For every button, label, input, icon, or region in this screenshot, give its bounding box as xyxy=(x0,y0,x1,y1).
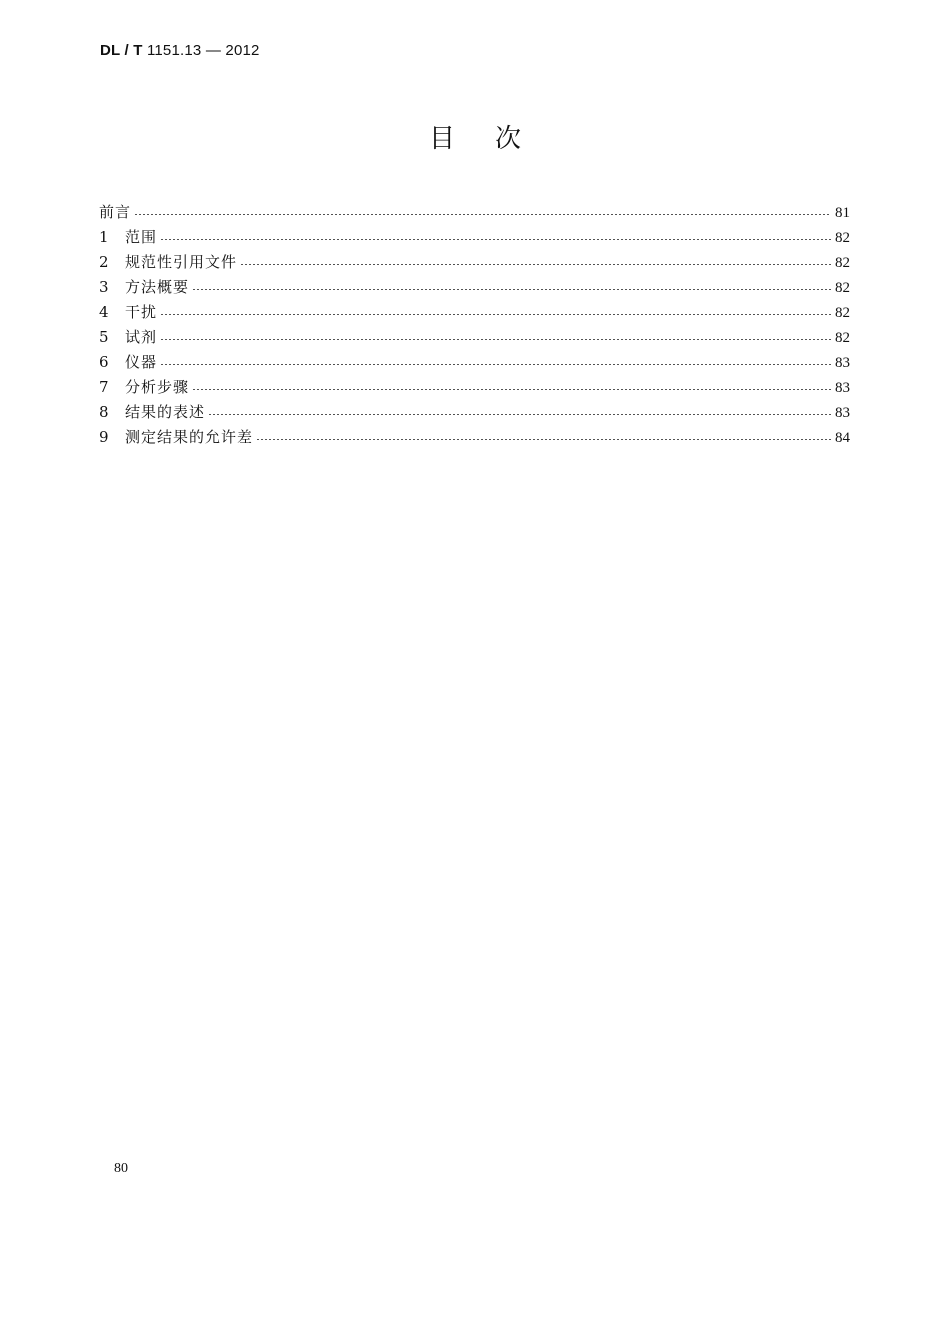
toc-entry-label: 前言 xyxy=(99,203,132,221)
toc-entry-label: 方法概要 xyxy=(125,278,190,296)
toc-entry-expression-of-results[interactable] xyxy=(99,400,850,425)
toc-entry-method-summary[interactable] xyxy=(99,275,850,300)
toc-dot-leader xyxy=(208,414,831,415)
toc-entry-page: 83 xyxy=(835,380,850,396)
standard-number: 1151.13 — 2012 xyxy=(142,42,260,59)
toc-entry-foreword[interactable] xyxy=(99,200,850,225)
toc-dot-leader xyxy=(160,239,831,240)
toc-entry-procedure[interactable] xyxy=(99,375,850,400)
toc-entry-label: 分析步骤 xyxy=(125,378,190,396)
toc-entry-page: 83 xyxy=(835,405,850,421)
page-title: 目次 xyxy=(428,124,561,154)
toc-dot-leader xyxy=(160,364,831,365)
toc-entry-number: 3 xyxy=(99,278,109,296)
toc-entry-apparatus[interactable] xyxy=(99,350,850,375)
page-number: 80 xyxy=(114,1161,128,1176)
toc-dot-leader xyxy=(192,289,831,290)
toc-entry-permissible-difference[interactable] xyxy=(99,425,850,450)
toc-entry-number: 2 xyxy=(99,253,109,271)
toc-entry-normative-references[interactable] xyxy=(99,250,850,275)
toc-entry-interference[interactable] xyxy=(99,300,850,325)
toc-dot-leader xyxy=(134,214,831,215)
toc-entry-number: 5 xyxy=(99,328,109,346)
toc-entry-number: 9 xyxy=(99,428,109,446)
toc-dot-leader xyxy=(160,339,831,340)
toc-entry-reagents[interactable] xyxy=(99,325,850,350)
toc-dot-leader xyxy=(240,264,831,265)
toc-entry-page: 82 xyxy=(835,305,850,321)
toc-entry-label: 测定结果的允许差 xyxy=(125,428,254,446)
toc-entry-label: 干扰 xyxy=(125,303,158,321)
toc-entry-page: 84 xyxy=(835,430,850,446)
toc-entry-page: 82 xyxy=(835,330,850,346)
toc-entry-number: 6 xyxy=(99,353,109,371)
toc-entry-number: 8 xyxy=(99,403,109,421)
toc-entry-label: 试剂 xyxy=(125,328,158,346)
toc-entry-page: 82 xyxy=(835,280,850,296)
toc-entry-page: 81 xyxy=(835,205,850,221)
standard-code xyxy=(100,42,260,59)
toc-entry-page: 83 xyxy=(835,355,850,371)
table-of-contents xyxy=(99,200,850,450)
toc-entry-page: 82 xyxy=(835,230,850,246)
standard-prefix: DL / T xyxy=(100,42,143,59)
toc-entry-scope[interactable] xyxy=(99,225,850,250)
toc-entry-number: 1 xyxy=(99,228,109,246)
toc-entry-label: 仪器 xyxy=(125,353,158,371)
toc-dot-leader xyxy=(256,439,831,440)
toc-entry-label: 规范性引用文件 xyxy=(125,253,238,271)
toc-entry-number: 7 xyxy=(99,378,109,396)
toc-entry-label: 结果的表述 xyxy=(125,403,206,421)
toc-dot-leader xyxy=(192,389,831,390)
toc-entry-page: 82 xyxy=(835,255,850,271)
toc-entry-number: 4 xyxy=(99,303,109,321)
toc-entry-label: 范围 xyxy=(125,228,158,246)
toc-dot-leader xyxy=(160,314,831,315)
